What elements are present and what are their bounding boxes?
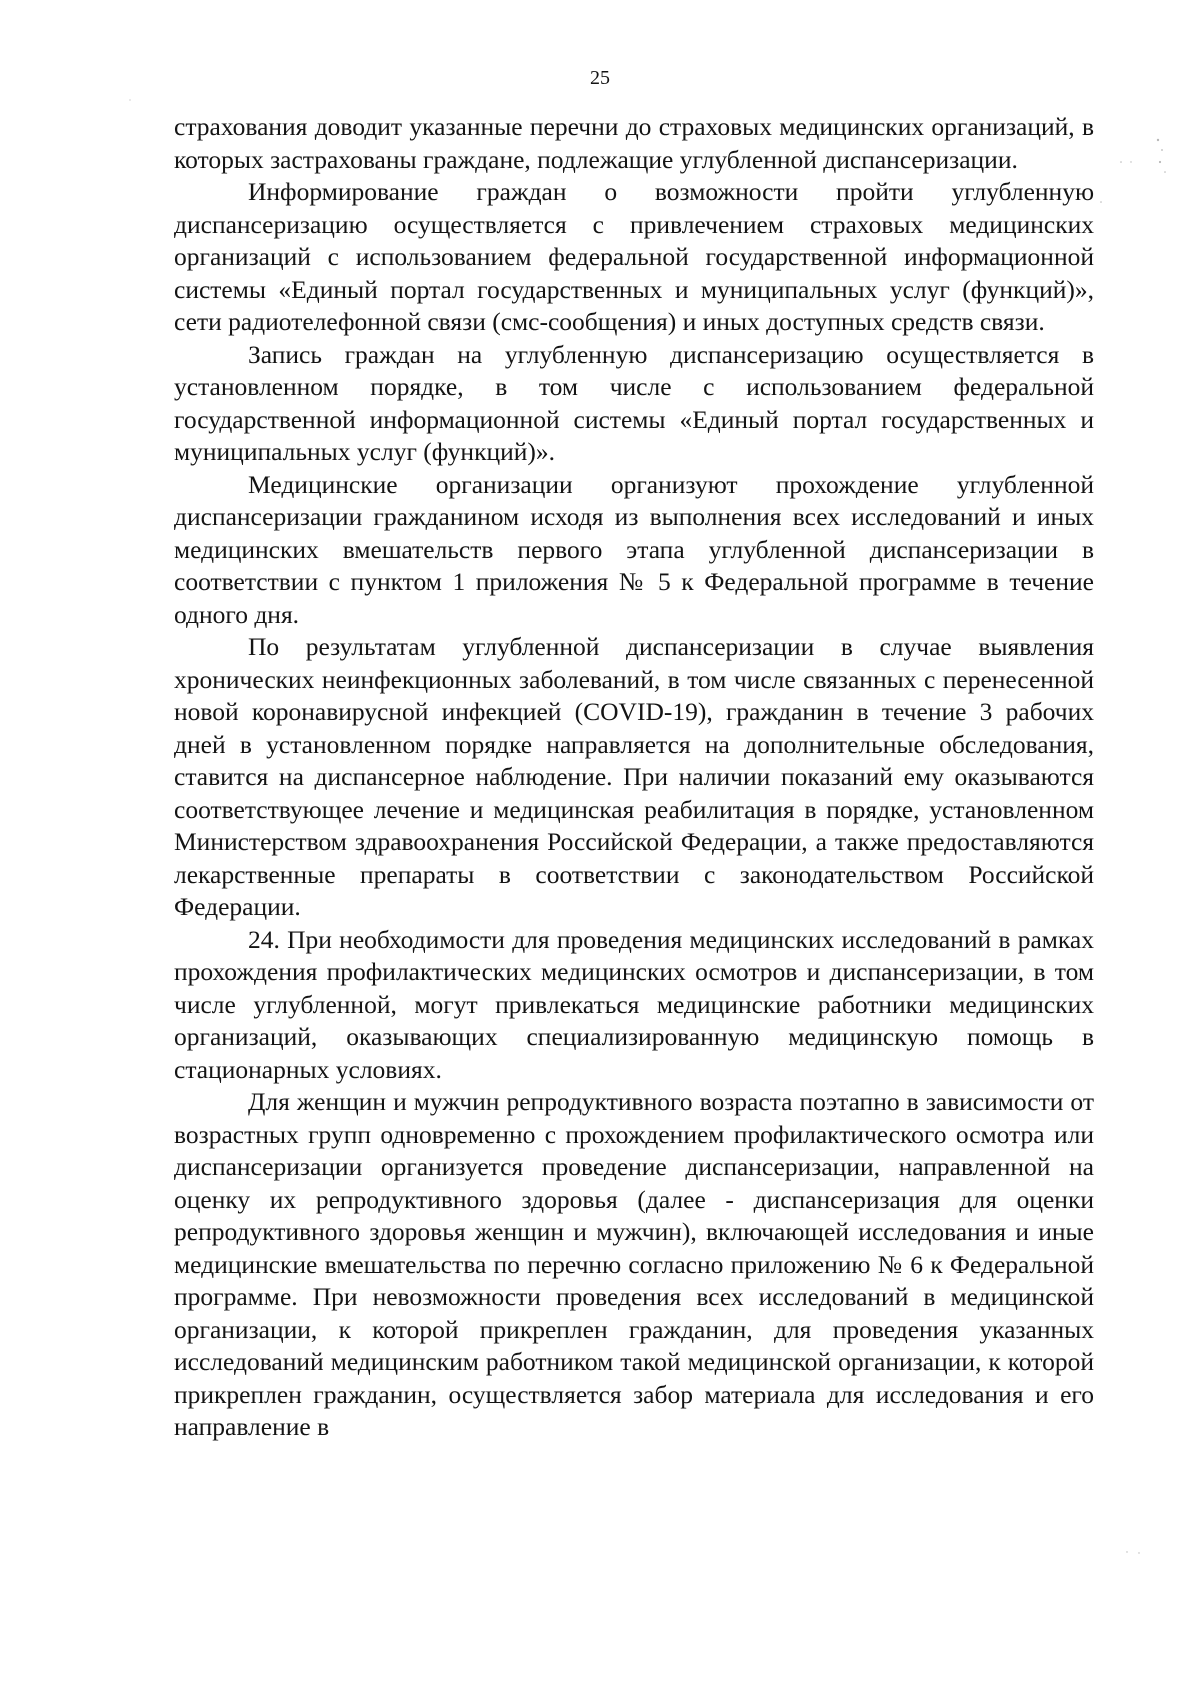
paragraph-continuation: страхования доводит указанные перечни до страховых медицинских организаций, в которых застрахованы граждане, подлежащие углубленной диспансеризации. [174, 112, 1094, 174]
paragraph-medical-organizations: Медицинские организации организуют прохождение углубленной диспансеризации гражданином исходя из выполнения всех исследований и иных медицинских вмешательств первого этапа углубленной диспансеризации в соответствии с пунктом 1 приложения № 5 к Федеральной программе в течение одного дня. [174, 469, 1094, 629]
document-body [174, 111, 1094, 1444]
paragraph-informing: Информирование граждан о возможности пройти углубленную диспансеризацию осуществляется с привлечением страховых медицинских организаций с использованием федеральной государственной информационной системы «Единый портал государственных и муниципальных услуг (функций)», сети радиотелефонной связи (смс-сообщения) и иных доступных средств связи. [174, 177, 1094, 336]
paragraph-registration: Запись граждан на углубленную диспансеризацию осуществляется в установленном порядке, в том числе с использованием федеральной государственной информационной системы «Единый портал государственных и муниципальных услуг (функций)». [174, 339, 1094, 466]
paragraph-reproductive-health: Для женщин и мужчин репродуктивного возраста поэтапно в зависимости от возрастных групп одновременно с прохождением профилактического осмотра или диспансеризации организуется проведение диспансеризации, направленной на оценку их репродуктивного здоровья (далее - диспансеризация для оценки репродуктивного здоровья женщин и мужчин), включающей исследования и иные медицинские вмешательства по перечню согласно приложению № 6 к Федеральной программе. При невозможности проведения всех исследований в медицинской организации, к которой прикреплен гражданин, для проведения указанных исследований медицинским работником такой медицинской организации, к которой прикреплен гражданин, осуществляется забор материала для исследования и его направление в [174, 1087, 1094, 1441]
paragraph-results: По результатам углубленной диспансеризации в случае выявления хронических неинфекционных заболеваний, в том числе связанных с перенесенной новой коронавирусной инфекцией (COVID-19), гражданин в течение 3 рабочих дней в установленном порядке направляется на дополнительные обследования, ставится на диспансерное наблюдение. При наличии показаний ему оказываются соответствующее лечение и медицинская реабилитация в порядке, установленном Министерством здравоохранения Российской Федерации, а также предоставляются лекарственные препараты в соответствии с законодательством Российской Федерации. [174, 632, 1094, 921]
paragraph-item-24: 24. При необходимости для проведения медицинских исследований в рамках прохождения профилактических медицинских осмотров и диспансеризации, в том числе углубленной, могут привлекаться медицинские работники медицинских организаций, оказывающих специализированную медицинскую помощь в стационарных условиях. [174, 924, 1094, 1084]
page-number: 25 [590, 67, 610, 89]
